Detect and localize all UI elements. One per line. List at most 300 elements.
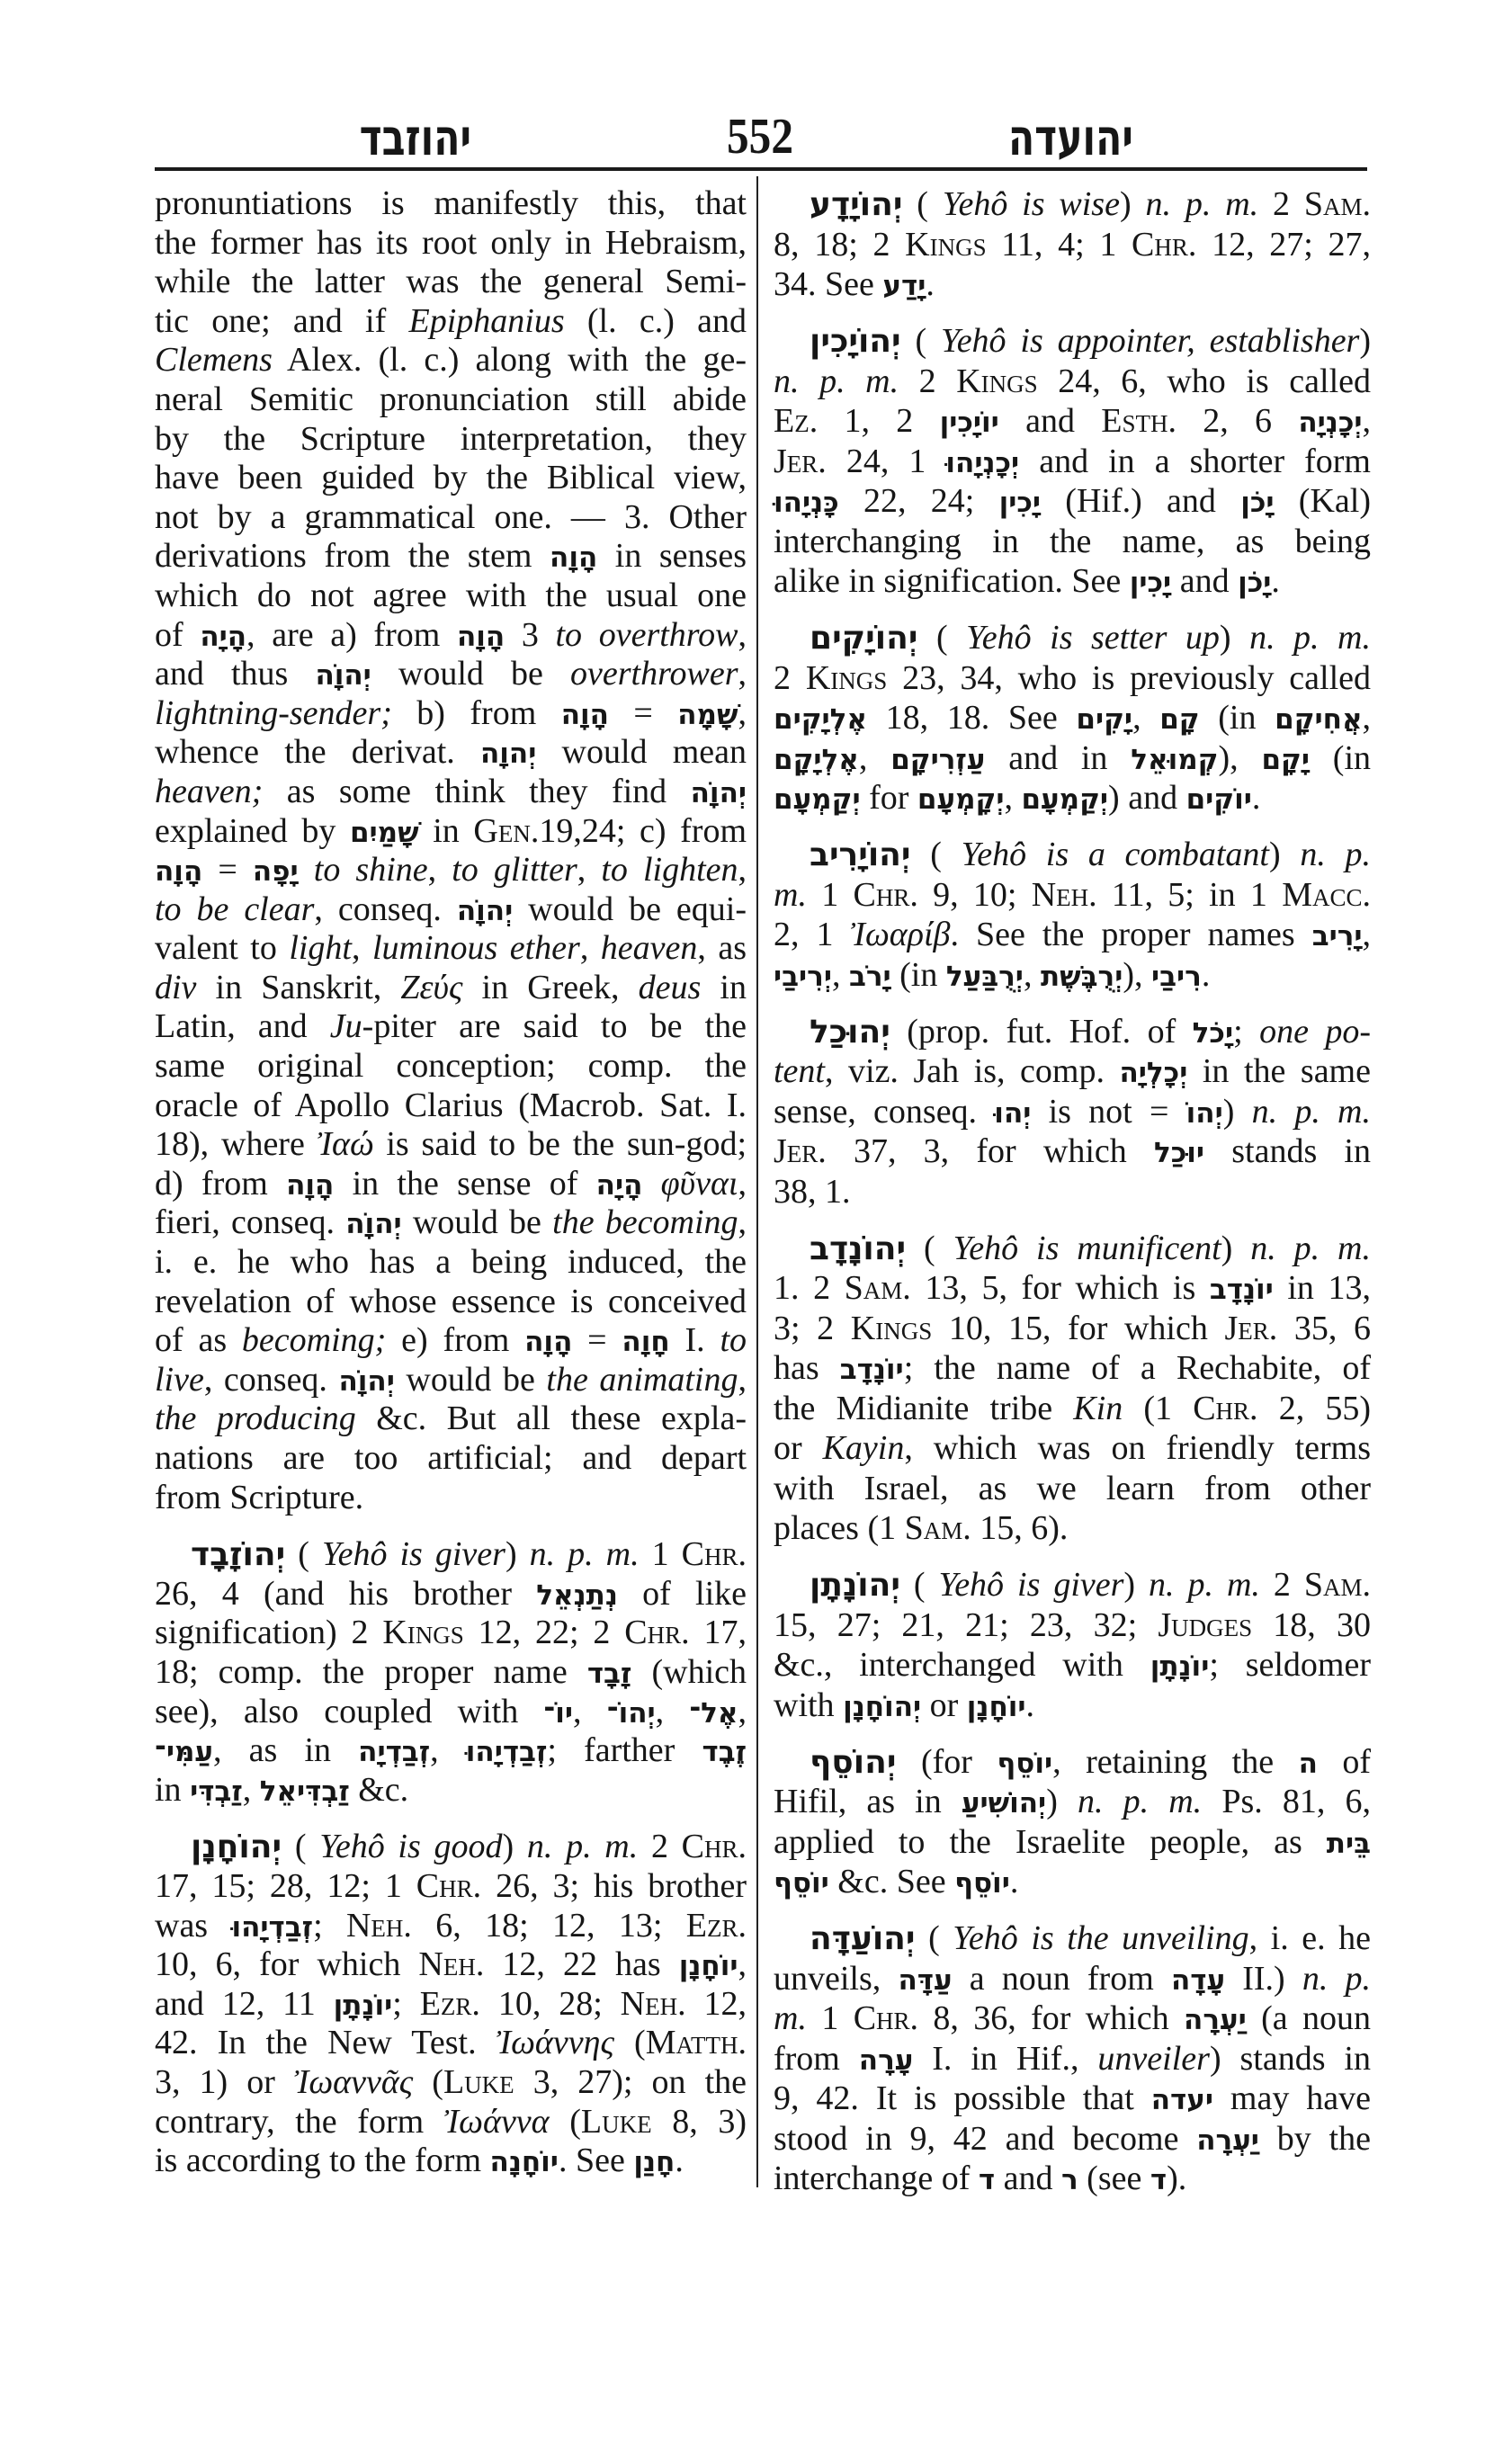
italic-text: Yehô is giver	[938, 1566, 1124, 1604]
entry-first-line	[774, 1012, 1371, 1052]
italic-text: the animating	[546, 1360, 738, 1399]
book-abbrev: Jer.	[1224, 1309, 1278, 1347]
hebrew-word: אֶל־	[689, 1696, 738, 1730]
entry-text: ( Yehô is the unveiling, i. e. he	[928, 1919, 1372, 1957]
entry-first-line	[774, 1742, 1371, 1783]
text-line: 17, 15; 28, 12; 1 Chr. 26, 3; his brother	[155, 1866, 747, 1905]
text-line: interchanging in the name, as being	[774, 522, 1371, 560]
hebrew-word: יָקִים	[1076, 703, 1133, 736]
italic-text: n. p.	[1300, 836, 1372, 873]
italic-text: Kin	[1073, 1389, 1123, 1427]
book-abbrev: Chr.	[681, 1535, 747, 1574]
hebrew-word: יָפָה	[252, 855, 299, 889]
entry-yehoaddah	[774, 1918, 1371, 2199]
book-abbrev: Ezr.	[685, 1906, 747, 1945]
italic-text: m.	[774, 1999, 807, 2037]
text-line: sense, conseq. יְהוּ is not = יְהוֹ) n. p. m.	[774, 1092, 1371, 1131]
entry-first-line	[774, 321, 1371, 362]
text-line: הָוָה = יָפָה to shine, to glitter, to lighten,	[155, 851, 747, 890]
text-line: the Midianite tribe Kin (1 Chr. 2, 55)	[774, 1389, 1372, 1427]
text-line: live, conseq. יְהוָֹה would be the animating,	[155, 1360, 747, 1399]
hebrew-word: הָוָה	[524, 1326, 573, 1359]
hebrew-word: יַעְרָה	[1196, 2124, 1259, 2157]
book-abbrev: Sam.	[1303, 1566, 1372, 1604]
text-line: from עָרָה I. in Hif., unveiler) stands in	[774, 2039, 1371, 2078]
text-line: 8, 18; 2 Kings 11, 4; 1 Chr. 12, 27; 27,	[774, 225, 1372, 264]
text-line: in זַבְדִּי, זַבְדִּיאֵל &c.	[155, 1770, 409, 1809]
book-abbrev: Kings	[905, 225, 987, 264]
book-abbrev: Chr.	[1132, 225, 1197, 264]
hebrew-word: הָיָה	[595, 1168, 643, 1202]
book-abbrev: Neh.	[345, 1906, 412, 1945]
text-line: unveils, עַדָּה a noun from עָדָה II.) n. p.	[774, 1959, 1372, 1998]
text-line: while the latter was the general Semi-	[155, 263, 747, 301]
italic-text: n. p. m.	[526, 1828, 639, 1866]
italic-text: Yehô is the unveiling	[953, 1919, 1249, 1957]
text-line: heaven; as some think they find יְהוָֹה	[155, 772, 747, 810]
hebrew-word: יְהוֹ־	[606, 1696, 656, 1730]
hebrew-word: יְהוָֹה	[456, 894, 514, 927]
book-abbrev: Chr.	[416, 1866, 482, 1905]
text-line: יוֹסֵף &c. See יוֹסֵף.	[774, 1863, 1019, 1900]
hebrew-word: ה	[1298, 1747, 1318, 1780]
italic-text: Ju	[329, 1007, 362, 1046]
hebrew-word: יְהוֹשִׁיעַ	[961, 1787, 1047, 1820]
text-line: pronuntiations is manifestly this, that	[155, 184, 747, 222]
running-head-right-word: יהועדה	[1007, 109, 1133, 167]
running-head-left-word: יהוזבד	[359, 109, 472, 167]
entry-yehonadab	[774, 1229, 1371, 1549]
text-line: the producing &c. But all these expla-	[155, 1399, 747, 1438]
hebrew-word: יוֹסֵף	[774, 1867, 829, 1900]
headword: יְהוֹנָתָן	[810, 1567, 900, 1604]
hebrew-word: יוֹסֵף	[954, 1867, 1010, 1900]
hebrew-word: כָּנְיָהוּ	[774, 487, 839, 519]
italic-text: Ἰωαρίβ	[850, 916, 951, 953]
hebrew-word: הָוָה	[550, 541, 598, 575]
hebrew-word: יַעְרָה	[1184, 2004, 1247, 2036]
italic-text: n. p. m.	[774, 362, 899, 400]
italic-text: heaven	[600, 929, 698, 968]
text-line: whence the derivat. יְהוָה would mean	[155, 733, 747, 772]
hebrew-word: יְהוָֹה	[315, 659, 371, 693]
running-head-right	[953, 109, 1187, 167]
italic-text: to lighten	[601, 851, 738, 890]
entry-yehoseph	[774, 1742, 1371, 1902]
hebrew-word: יְכָנְיָה	[1298, 407, 1363, 439]
entry-first-line	[774, 835, 1371, 875]
headword: יְהוֹנָדָב	[810, 1229, 907, 1267]
text-line: 18), where Ἰαώ is said to be the sun-god;	[155, 1125, 747, 1164]
italic-text: Yehô is appointer, establisher	[941, 322, 1360, 360]
entry-text: ( Yehô is giver) n. p. m. 1 Chr.	[298, 1535, 747, 1574]
text-line: was זְבַדְיָהוּ; Neh. 6, 18; 12, 13; Ezr.	[155, 1906, 747, 1945]
hebrew-word: יָכֹל	[1192, 1016, 1234, 1050]
italic-text: n. p. m.	[1250, 1229, 1371, 1267]
italic-text: n. p.	[1302, 1959, 1372, 1998]
text-line: derivations from the stem הָוָה in senses	[155, 537, 747, 576]
hebrew-word: יָדַע	[882, 270, 926, 302]
hebrew-word: יָכֹן	[1238, 567, 1272, 599]
text-line: Jer. 37, 3, for which יוּכַל stands in	[774, 1132, 1371, 1170]
hebrew-word: יוֹ־	[543, 1696, 574, 1730]
hebrew-word: יְרֻבַּעַל	[945, 960, 1024, 993]
hebrew-word: יְהוָֹה	[690, 776, 747, 809]
hebrew-word: שָׁמַיִם	[349, 816, 419, 849]
hebrew-word: אֲחִיקָם	[1275, 703, 1363, 736]
text-line: with Israel, as we learn from other	[774, 1469, 1371, 1507]
book-abbrev: Jer.	[774, 442, 827, 480]
hebrew-word: קָם	[1159, 703, 1200, 736]
hebrew-word: יוּכַל	[1153, 1137, 1205, 1169]
text-line: the former has its root only in Hebraism,	[155, 223, 747, 262]
text-line: neral Semitic pronunciation still abide	[155, 380, 747, 418]
text-line: nations are too artificial; and depart	[155, 1439, 747, 1477]
hebrew-word: יְהוֹחָנָן	[843, 1690, 922, 1723]
text-line: and 12, 11 יוֹנָתָן; Ezr. 10, 28; Neh. 12,	[155, 1984, 747, 2023]
text-line: אֶלְיָקִים 18, 18. See יָקִים, קָם (in אֲחִיקָם,	[774, 699, 1372, 737]
italic-text: deus	[638, 968, 702, 1006]
hebrew-word: חָנַן	[633, 2146, 675, 2179]
text-line: stood in 9, 42 and become יַעְרָה by the	[774, 2119, 1371, 2158]
italic-text: n. p. m.	[1251, 1092, 1371, 1131]
text-line: Ez. 1, 2 יוֹיָכִין and Esth. 2, 6 יְכָנְיָה,	[774, 402, 1372, 440]
entry-first-line	[155, 1828, 747, 1867]
hebrew-word: שָׁמָה	[677, 698, 738, 731]
entry-yehoyarib	[774, 835, 1371, 995]
italic-text: Yehô is setter up	[966, 619, 1220, 657]
text-line: which do not agree with the usual one	[155, 576, 747, 614]
entry-yehozabad	[155, 1535, 747, 1810]
hebrew-word: יְקָמְעָם	[917, 783, 1005, 816]
text-line: 42. In the New Test. Ἰωάννης (Matth.	[155, 2024, 747, 2062]
text-line: or Kayin, which was on friendly terms	[774, 1429, 1371, 1467]
headword: יְהוּכַל	[810, 1013, 890, 1051]
entry-text: ( Yehô is giver) n. p. m. 2 Sam.	[913, 1566, 1372, 1604]
hebrew-word: זַבְדִּיאֵל	[259, 1775, 350, 1808]
text-line: 38, 1.	[774, 1172, 851, 1211]
hebrew-word: ד	[1150, 2164, 1168, 2196]
book-abbrev: Chr.	[1193, 1389, 1258, 1427]
entry-yehoyakim	[774, 618, 1371, 818]
book-abbrev: Esth.	[1101, 402, 1176, 440]
headword: יְהוֹיָדָע	[810, 186, 903, 223]
text-line: of as becoming; e) from הָוָה = חָוָה I. to	[155, 1321, 747, 1360]
italic-text: div	[155, 968, 197, 1006]
text-line: applied to the Israelite people, as בֵּית	[774, 1822, 1371, 1861]
text-line: אֶלְיָקָם, עַזְרִיקָם and in קְמוּאֵל), יָקָם (in	[774, 738, 1372, 777]
hebrew-word: יְכָנְיָהוּ	[945, 446, 1020, 479]
hebrew-word: יוֹסֵף	[997, 1747, 1053, 1780]
hebrew-word: קְמוּאֵל	[1131, 743, 1219, 776]
headword: יְהוֹיָכִין	[810, 323, 901, 360]
entry-first-line	[774, 1565, 1371, 1605]
hebrew-word: עַמִּי־	[155, 1736, 214, 1769]
text-line: see), also coupled with יוֹ־, יְהוֹ־, אֶל־,	[155, 1692, 747, 1730]
page-number-text: 552	[727, 109, 793, 165]
hebrew-word: נְתַנְאֵל	[536, 1578, 618, 1612]
entry-first-line	[774, 184, 1371, 225]
text-line: 34. See יָדַע.	[774, 265, 935, 303]
italic-text: Kayin	[822, 1429, 905, 1467]
hebrew-word: יוֹיָכִין	[939, 407, 999, 439]
italic-text: Yehô is good	[319, 1828, 503, 1866]
hebrew-word: אֶלְיָקִים	[774, 703, 867, 736]
entry-first-line	[774, 618, 1371, 658]
text-line: m. 1 Chr. 8, 36, for which יַעְרָה (a noun	[774, 1999, 1371, 2037]
book-abbrev: Chr.	[853, 1999, 919, 2037]
book-abbrev: Neh.	[1031, 875, 1097, 914]
book-abbrev: Neh.	[620, 1984, 686, 2023]
text-line: div in Sanskrit, Ζεύς in Greek, deus in	[155, 968, 747, 1006]
hebrew-word: יוֹנָתָן	[333, 1989, 393, 2022]
book-abbrev: Jer.	[774, 1132, 827, 1170]
italic-text: becoming;	[241, 1321, 387, 1360]
hebrew-word: הָוָה	[286, 1168, 335, 1202]
text-line: from Scripture.	[155, 1478, 364, 1516]
book-abbrev: Neh.	[418, 1945, 485, 1984]
hebrew-word: יָרִיב	[1311, 920, 1363, 952]
italic-text: unveiler	[1097, 2039, 1210, 2078]
text-line: is according to the form יוֹחָנָה. See חָנַן.	[155, 2142, 684, 2180]
text-line: tent, viz. Jah is, comp. יְכָלְיָה in the same	[774, 1052, 1371, 1090]
text-line: 1. 2 Sam. 13, 5, for which is יוֹנָדָב in 13,	[774, 1269, 1372, 1307]
book-abbrev: Judges	[1158, 1605, 1253, 1644]
text-line: 15, 27; 21, 21; 23, 32; Judges 18, 30	[774, 1605, 1371, 1644]
text-line: signification) 2 Kings 12, 22; 2 Chr. 17,	[155, 1614, 747, 1652]
entry-text: (prop. fut. Hof. of יָכֹל; one po-	[907, 1012, 1372, 1051]
italic-text: n. p. m.	[1145, 185, 1259, 223]
hebrew-word: זַבְדִּי	[190, 1775, 243, 1808]
hebrew-word: יְרִיבַי	[774, 960, 832, 993]
hebrew-word: יְהוֹ	[1185, 1096, 1223, 1130]
hebrew-word: יָכִין	[998, 487, 1042, 519]
hebrew-word: יוֹחָנָן	[966, 1690, 1026, 1723]
hebrew-word: יוֹחָנָה	[489, 2146, 559, 2179]
text-line: 18; comp. the proper name זָבָד (which	[155, 1652, 747, 1691]
text-line: valent to light, luminous ether, heaven, as	[155, 929, 747, 968]
text-line: revelation of whose essence is conceived	[155, 1282, 747, 1320]
text-line: Latin, and Ju-piter are said to be the	[155, 1007, 747, 1046]
text-line: 26, 4 (and his brother נְתַנְאֵל of like	[155, 1574, 747, 1613]
italic-text: Ἰωαννᾶς	[293, 2062, 414, 2101]
italic-text: n. p. m.	[529, 1535, 640, 1574]
hebrew-word: עַדָּה	[898, 1963, 953, 1997]
text-line: and thus יְהוָֹה would be overthrower,	[155, 655, 747, 693]
hebrew-word: יְכָלְיָה	[1119, 1057, 1188, 1089]
text-line: &c., interchanged with יוֹנָתָן; seldomer	[774, 1646, 1371, 1684]
entry-text: ( Yehô is setter up) n. p. m.	[935, 619, 1372, 657]
running-head-left	[299, 109, 532, 167]
hebrew-word: הָיָה	[200, 620, 247, 653]
book-abbrev: Kings	[956, 362, 1038, 400]
entry-yehoyachin	[774, 321, 1371, 602]
hebrew-word: אֶלְיָקָם	[774, 743, 859, 776]
italic-text: Yehô is wise	[942, 185, 1120, 223]
italic-text: to overthrow	[555, 615, 738, 654]
italic-text: the becoming	[552, 1203, 738, 1242]
text-line: with יְהוֹחָנָן or יוֹחָנָן.	[774, 1685, 1035, 1724]
hebrew-word: יָכֹן	[1240, 487, 1275, 519]
hebrew-word: יוֹנָדָב	[1209, 1274, 1274, 1306]
right-column	[774, 184, 1371, 2199]
hebrew-word: זָבָד	[586, 1657, 632, 1690]
book-abbrev: Kings	[850, 1309, 933, 1347]
hebrew-word: הָוָה	[456, 620, 505, 653]
text-line: Hifil, as in יְהוֹשִׁיעַ) n. p. m. Ps. 81, 6,	[774, 1783, 1372, 1820]
book-abbrev: Sam.	[1303, 185, 1371, 223]
headword: יְהוֹזָבָד	[191, 1536, 286, 1574]
entry-text: (for יוֹסֵף, retaining the ה of	[920, 1742, 1372, 1781]
text-line: oracle of Apollo Clarius (Macrob. Sat. I.	[155, 1086, 747, 1124]
hebrew-word: יְהוָֹה	[338, 1364, 395, 1398]
entry-yehonathan	[774, 1565, 1371, 1725]
text-line: lightning-sender; b) from הָוָה = שָׁמָה,	[155, 693, 747, 732]
italic-text: to be clear	[155, 890, 315, 928]
hebrew-word: יוֹנָתָן	[1150, 1650, 1210, 1683]
text-line: 2, 1 Ἰωαρίβ. See the proper names יָרִיב,	[774, 916, 1372, 953]
text-line: tic one; and if Epiphanius (l. c.) and	[155, 301, 747, 340]
hebrew-word: זֶבֶד	[702, 1736, 747, 1769]
headword: יְהוֹיָרִיב	[810, 836, 911, 873]
italic-text: to glitter	[452, 851, 577, 890]
text-line: יְרִיבַי, יָרֹב (in יְרֻבַּעַל, יְרֻבֶּשֶׁת), רִיבַי.	[774, 955, 1211, 994]
italic-text: lightning-sender;	[155, 693, 392, 732]
italic-text: tent	[774, 1052, 825, 1090]
text-line: עַמִּי־, as in זְבַדְיָה, זְבַדְיָהוּ; farther זֶבֶד	[155, 1731, 747, 1770]
hebrew-word: זְבַדְיָהוּ	[465, 1736, 548, 1769]
italic-text: one po-	[1259, 1012, 1372, 1051]
entry-yehuchal	[774, 1012, 1371, 1212]
page-number	[670, 109, 850, 165]
text-line: to be clear, conseq. יְהוָֹה would be equi-	[155, 890, 747, 928]
hebrew-word: זְבַדְיָה	[358, 1736, 431, 1769]
hebrew-word: בֵּית	[1326, 1827, 1371, 1860]
headword: יְהוֹיָקִים	[810, 620, 918, 657]
text-line: 3, 1) or Ἰωαννᾶς (Luke 3, 27); on the	[155, 2062, 747, 2101]
italic-text: n. p. m.	[1077, 1783, 1203, 1820]
italic-text: Yehô is giver	[321, 1535, 505, 1574]
italic-text: Epiphanius	[408, 301, 565, 340]
hebrew-word: חָוָה	[622, 1326, 670, 1359]
text-line: 2 Kings 23, 34, who is previously called	[774, 658, 1371, 697]
italic-text: Ζεύς	[400, 968, 463, 1006]
italic-text: n. p. m.	[1149, 1566, 1260, 1604]
hebrew-word: ד	[978, 2164, 996, 2196]
text-line: have been guided by the Biblical view,	[155, 459, 747, 497]
text-line: same original conception; comp. the	[155, 1047, 747, 1086]
italic-text: live	[155, 1360, 204, 1399]
text-line: 9, 42. It is possible that יעדה may have	[774, 2079, 1371, 2117]
book-abbrev: Ezr.	[419, 1984, 480, 2023]
hebrew-word: יְקַמְעָם	[774, 783, 861, 816]
headword: יְהוֹעַדָּה	[810, 1920, 916, 1957]
text-line: by the Scripture interpretation, they	[155, 419, 747, 458]
hebrew-word: עָרָה	[858, 2043, 914, 2077]
text-line: not by a grammatical one. — 3. Other	[155, 497, 747, 536]
text-line: 3; 2 Kings 10, 15, for which Jer. 35, 6	[774, 1309, 1371, 1347]
italic-text: Ἰωάννα	[443, 2102, 550, 2141]
book-abbrev: Chr.	[681, 1828, 747, 1866]
hebrew-word: ר	[1061, 2164, 1078, 2196]
italic-text: light	[289, 929, 352, 968]
book-abbrev: Ez.	[774, 402, 819, 440]
headword: יְהוֹחָנָן	[191, 1829, 282, 1866]
entry-yehoyada	[774, 184, 1371, 305]
italic-text: Clemens	[155, 341, 273, 380]
hebrew-word: יְהוָֹה	[345, 1208, 402, 1241]
entry-continuation	[155, 184, 747, 1517]
column-divider	[756, 176, 758, 2187]
entry-text: ( Yehô is a combatant) n. p.	[930, 836, 1372, 873]
text-line: Jer. 24, 1 יְכָנְיָהוּ and in a shorter form	[774, 442, 1371, 480]
text-line: interchange of ד and ר (see ד).	[774, 2159, 1187, 2197]
hebrew-word: עָדָה	[1170, 1963, 1226, 1997]
italic-text: Yehô is a combatant	[961, 836, 1269, 873]
hebrew-word: עַזְרִיקָם	[890, 743, 986, 776]
italic-text: heaven;	[155, 772, 264, 810]
entry-text: ( Yehô is munificent) n. p. m.	[924, 1229, 1371, 1267]
text-line: alike in signification. See יָכִין and יָכֹן.	[774, 562, 1280, 600]
text-line: places (1 Sam. 15, 6).	[774, 1509, 1069, 1547]
text-line: n. p. m. 2 Kings 24, 6, who is called	[774, 362, 1371, 400]
italic-text: to shine	[313, 851, 428, 890]
entry-text: ( Yehô is appointer, establisher)	[915, 322, 1372, 360]
book-abbrev: Kings	[805, 658, 888, 697]
hebrew-word: זְבַדְיָהוּ	[231, 1910, 314, 1944]
book-abbrev: Gen.	[473, 811, 540, 850]
hebrew-word: יעדה	[1150, 2084, 1213, 2116]
entry-first-line	[155, 1535, 747, 1575]
italic-text: to	[720, 1321, 747, 1360]
hebrew-word: רִיבַי	[1150, 960, 1202, 993]
book-abbrev: Sam.	[844, 1269, 911, 1307]
left-column	[155, 184, 747, 2181]
text-line: i. e. he who has a being induced, the	[155, 1243, 747, 1282]
text-line: יְקַמְעָם for יְקָמְעָם, יְקַמְעָם) and יוֹקִים.	[774, 779, 1261, 817]
text-line: explained by שָׁמַיִם in Gen.19,24; c) from	[155, 811, 747, 850]
italic-text: Ἰωάννης	[496, 2024, 614, 2062]
italic-text: overthrower	[570, 655, 738, 693]
entry-first-line	[774, 1918, 1371, 1959]
hebrew-word: יוֹקִים	[1185, 783, 1252, 816]
hebrew-word: יְהוָה	[479, 738, 537, 771]
hebrew-word: יְרֻבֶּשֶׁת	[1040, 960, 1123, 993]
text-line: has יוֹנָדָב; the name of a Rechabite, of	[774, 1349, 1372, 1387]
hebrew-word: הָוָה	[155, 855, 203, 889]
book-abbrev: Macc.	[1282, 875, 1371, 914]
book-abbrev: Chr.	[853, 875, 918, 914]
headword: יְהוֹסֵף	[810, 1743, 897, 1781]
text-line: d) from הָוָה in the sense of הָיָה φῦναι,	[155, 1164, 747, 1203]
book-abbrev: Luke	[443, 2062, 514, 2101]
book-abbrev: Kings	[382, 1614, 464, 1652]
text-line: of הָיָה, are a) from הָוָה 3 to overthrow,	[155, 615, 747, 654]
text-line: כָּנְיָהוּ 22, 24; יָכִין (Hif.) and יָכֹן (Kal)	[774, 482, 1371, 520]
entry-first-line	[774, 1229, 1371, 1269]
italic-text: the producing	[155, 1399, 356, 1438]
italic-text: Yehô is munificent	[953, 1229, 1221, 1267]
hebrew-word: הָוָה	[560, 698, 609, 731]
italic-text: φῦναι	[660, 1164, 738, 1203]
hebrew-word: יְהוּ	[994, 1096, 1032, 1130]
book-abbrev: Luke	[580, 2102, 652, 2141]
italic-text: Ἰαώ	[317, 1125, 374, 1164]
book-abbrev: Matth.	[645, 2024, 747, 2062]
italic-text: luminous ether	[371, 929, 580, 968]
header-rule	[155, 167, 1367, 171]
text-line: Clemens Alex. (l. c.) along with the ge-	[155, 341, 747, 380]
